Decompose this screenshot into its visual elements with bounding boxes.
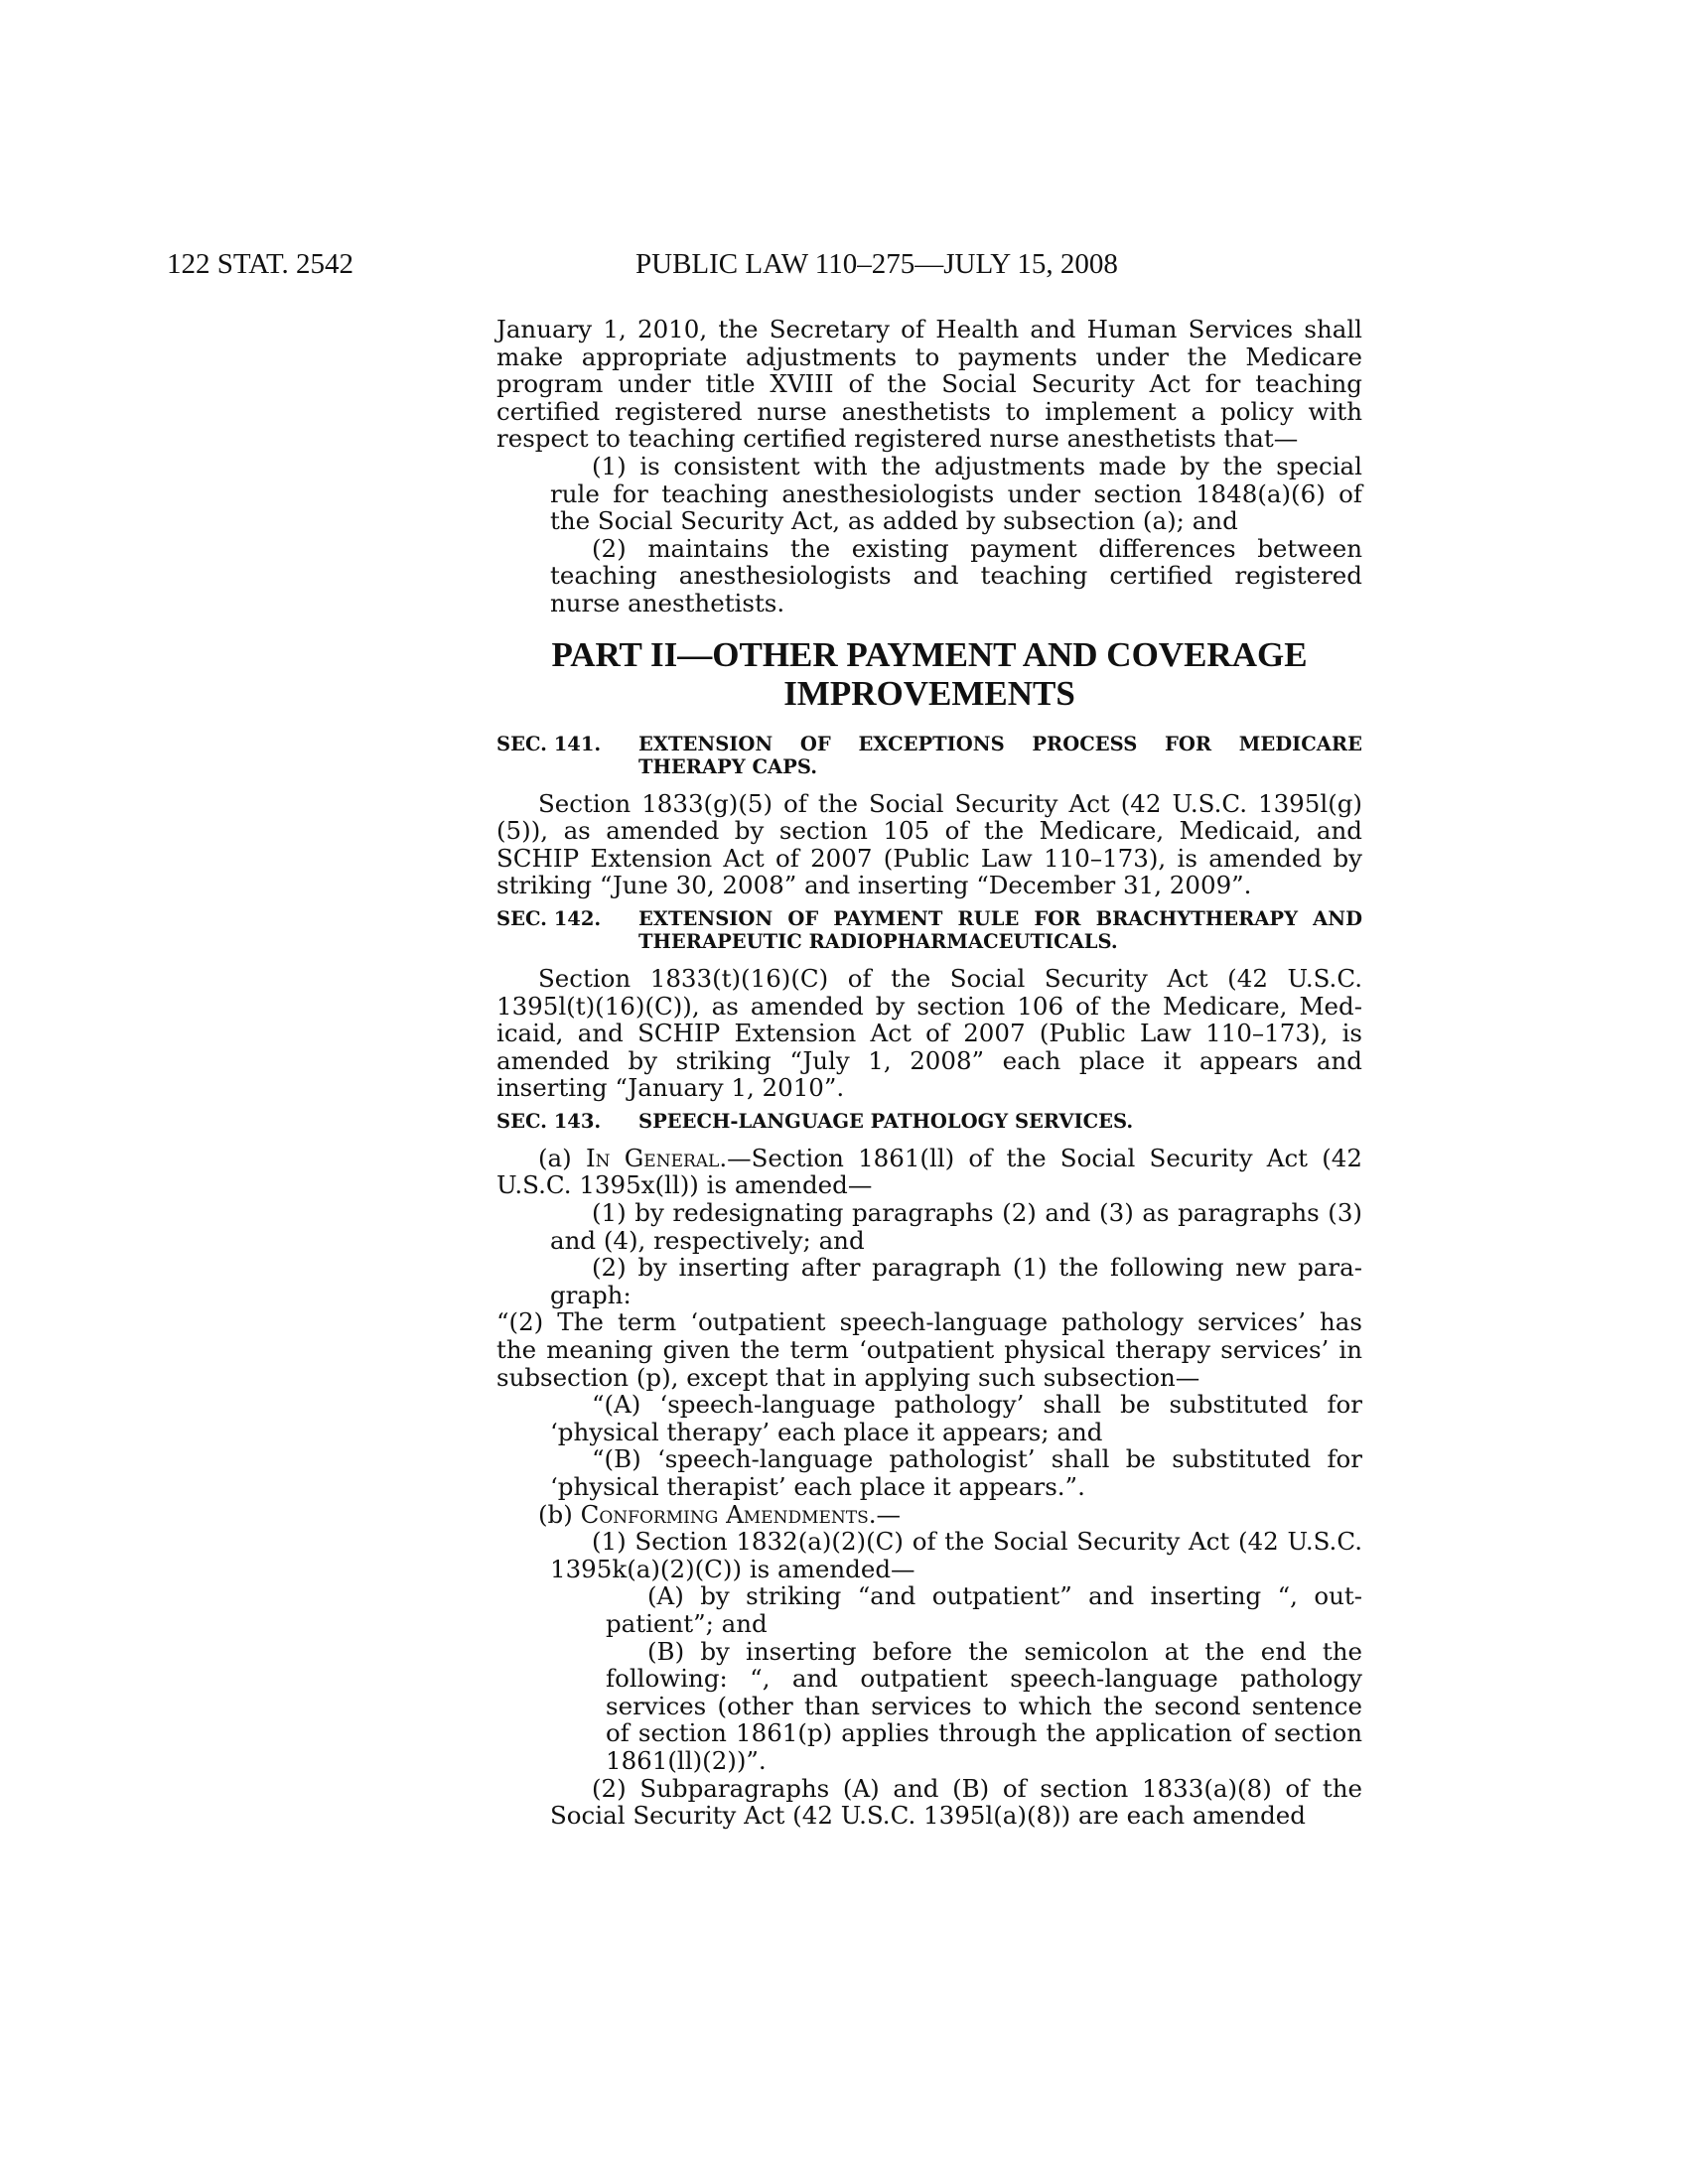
subsection-a-para-2: (2) by inserting after paragraph (1) the following new paragraph: [550, 1253, 1362, 1309]
subsection-a-para-1: (1) by redesignating paragraphs (2) and (3) as paragraphs (3) and (4), respectively; and [550, 1198, 1362, 1255]
section-141-body: Section 1833(g)(5) of the Social Security Act (42 U.S.C. 1395l(g)(5)), as amended by section 105 of the Medicare, Medicaid, and SCHIP Extension Act of 2007 (Public Law 110–173), is amended by striking “June 30, 2008” and inserting “December 31, 2009”. [496, 788, 1362, 900]
section-142-number: SEC. 142. [496, 906, 602, 930]
quoted-paragraph-2: “(2) The term ‘outpatient speech-language pathology services’ has the meaning given the term ‘outpatient physical therapy services’ in subsection (p), except that in applying such subsection— [496, 1307, 1362, 1392]
subsection-a [496, 1145, 1362, 1199]
section-143-number: SEC. 143. [496, 1109, 602, 1133]
subsection-a-text: .—Section 1861(ll) of the Social Security Act (42 U.S.C. 1395x(ll)) is amended— [496, 1143, 1362, 1200]
intro-item-2: (2) maintains the existing payment differences between teaching anesthesiologists and teaching certified registered nurse anesthetists. [550, 533, 1362, 617]
stat-citation: 122 STAT. 2542 [167, 248, 354, 280]
subsection-b-label: (b) [538, 1499, 573, 1529]
section-142-title: EXTENSION OF PAYMENT RULE FOR BRACHYTHERAPY AND THERAPEUTIC RADIOPHARMACEUTICALS. [638, 906, 1362, 953]
subsection-b-text: .— [868, 1499, 902, 1529]
running-header [0, 248, 1688, 288]
subsection-a-caption: In General [585, 1143, 720, 1172]
subsection-b [496, 1501, 1362, 1529]
law-title: PUBLIC LAW 110–275—JULY 15, 2008 [635, 248, 1118, 280]
subsection-b-para-1-a: (A) by striking “and outpatient” and inserting “, outpatient”; and [606, 1581, 1362, 1638]
section-141-number: SEC. 141. [496, 732, 602, 755]
quoted-subparagraph-a: “(A) ‘speech-language pathology’ shall be substituted for ‘physical therapy’ each place it appears; and [550, 1390, 1362, 1446]
subsection-b-para-1-b: (B) by inserting before the semicolon at the end the following: “, and outpatient speech-language pathology services (other than services to which the second sentence of section 1861(p) applies through the application of section 1861(ll)(2))”. [606, 1636, 1362, 1775]
section-143-title: SPEECH-LANGUAGE PATHOLOGY SERVICES. [638, 1109, 1134, 1133]
section-142-body: Section 1833(t)(16)(C) of the Social Security Act (42 U.S.C. 1395l(t)(16)(C)), as amended by section 106 of the Medicare, Medicaid, and SCHIP Extension Act of 2007 (Public Law 110–173), is amended by striking “July 1, 2008” each place it appears and inserting “January 1, 2010”. [496, 963, 1362, 1103]
subsection-a-label: (a) [538, 1143, 572, 1172]
quoted-subparagraph-b: “(B) ‘speech-language pathologist’ shall be substituted for ‘physical therapist’ each place it appears.”. [550, 1444, 1362, 1501]
subsection-b-caption: Conforming Amendments [580, 1499, 869, 1529]
intro-paragraph: January 1, 2010, the Secretary of Health and Human Services shall make appropriate adjustments to payments under the Medicare program under title XVIII of the Social Security Act for teaching certified registered nurse anesthetists to implement a policy with respect to teaching certified registered nurse anesthetists that— [496, 315, 1362, 454]
section-142-heading [496, 907, 1362, 953]
intro-item-1: (1) is consistent with the adjustments made by the special rule for teaching anesthesiologists under section 1848(a)(6) of the Social Security Act, as added by subsection (a); and [550, 451, 1362, 536]
section-141-heading [496, 733, 1362, 778]
section-141-title: EXTENSION OF EXCEPTIONS PROCESS FOR MEDICARE THERAPY CAPS. [638, 732, 1362, 778]
part-heading: PART II—OTHER PAYMENT AND COVERAGE IMPROVEMENTS [551, 634, 1308, 713]
document-body [496, 316, 1362, 1830]
section-143-heading [496, 1110, 1362, 1133]
subsection-b-para-1: (1) Section 1832(a)(2)(C) of the Social Security Act (42 U.S.C. 1395k(a)(2)(C)) is amended— [550, 1527, 1362, 1583]
subsection-b-para-2: (2) Subparagraphs (A) and (B) of section 1833(a)(8) of the Social Security Act (42 U.S.C. 1395l(a)(8)) are each amended [550, 1773, 1362, 1831]
